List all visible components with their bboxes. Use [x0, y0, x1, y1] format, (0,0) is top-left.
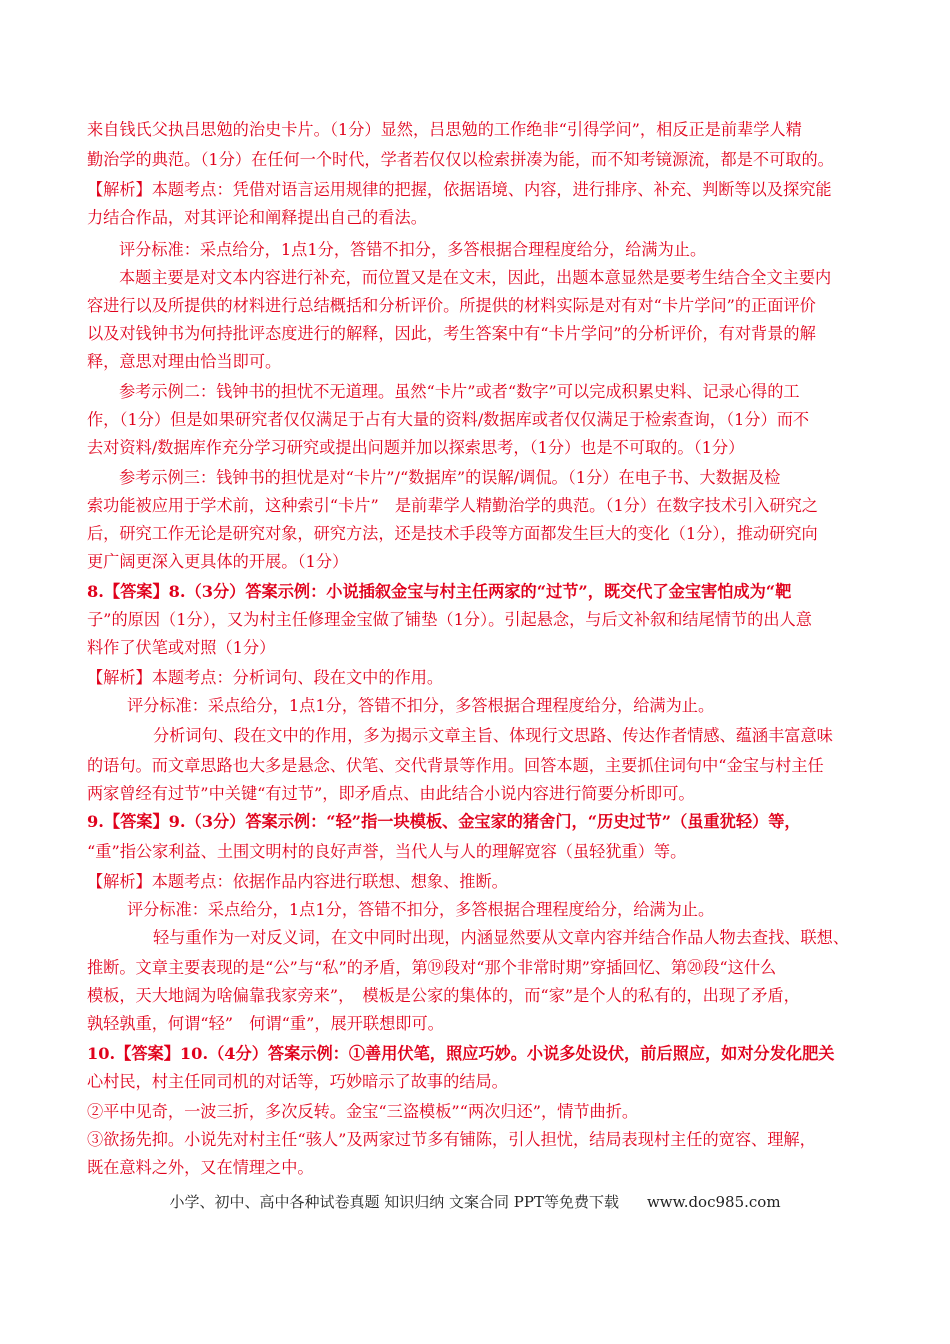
- answer-heading-9: 9.【答案】9.（3分）答案示例：“轻”指一块模板、金宝家的猪舍门，“历史过节”（虽重犹轻）等，: [87, 812, 801, 831]
- text-line: 【解析】本题考点：凭借对语言运用规律的把握，依据语境、内容，进行排序、补充、判断等以及探究能: [87, 180, 832, 199]
- text-line: 本题主要是对文本内容进行补充，而位置又是在文末，因此，出题本意显然是要考生结合全文主要内: [119, 268, 832, 287]
- text-line: 参考示例二：钱钟书的担忧不无道理。虽然“卡片”或者“数字”可以完成积累史料、记录心得的工: [119, 382, 800, 401]
- text-line: 评分标准：采点给分，1点1分，答错不扣分，多答根据合理程度给分，给满为止。: [127, 900, 715, 919]
- text-line: ②平中见奇，一波三折，多次反转。金宝“三盗模板”“两次归还”，情节曲折。: [87, 1102, 639, 1121]
- answer-heading-10: 10.【答案】10.（4分）答案示例：①善用伏笔，照应巧妙。小说多处设伏，前后照应，如对分发化肥关: [87, 1044, 835, 1063]
- page-footer: [0, 1192, 950, 1212]
- text-line: 来自钱氏父执吕思勉的治史卡片。（1分）显然，吕思勉的工作绝非“引得学问”，相反正是前辈学人精: [87, 120, 802, 139]
- text-line: 评分标准：采点给分，1点1分，答错不扣分，多答根据合理程度给分，给满为止。: [127, 696, 715, 715]
- text-line: 释，意思对理由恰当即可。: [87, 352, 282, 371]
- text-line: 更广阔更深入更具体的开展。（1分）: [87, 552, 349, 571]
- footer-url[interactable]: www.doc985.com: [646, 1193, 781, 1211]
- text-line: 心村民，村主任同司机的对话等，巧妙暗示了故事的结局。: [87, 1072, 508, 1091]
- text-line: 力结合作品，对其评论和阐释提出自己的看法。: [87, 208, 427, 227]
- text-line: 的语句。而文章思路也大多是悬念、伏笔、交代背景等作用。回答本题，主要抓住词句中“金宝与村主任: [87, 756, 824, 775]
- text-line: 既在意料之外，又在情理之中。: [87, 1158, 314, 1177]
- text-line: 推断。文章主要表现的是“公”与“私”的矛盾，第⑲段对“那个非常时期”穿插回忆、第⑳段“这什么: [87, 958, 777, 977]
- analysis-heading: 【解析】本题考点：分析词句、段在文中的作用。: [87, 668, 444, 687]
- text-line: 评分标准：采点给分，1点1分，答错不扣分，多答根据合理程度给分，给满为止。: [119, 240, 707, 259]
- text-line: ③欲扬先抑。小说先对村主任“骇人”及两家过节多有铺陈，引人担忧，结局表现村主任的宽容、理解，: [87, 1130, 816, 1149]
- analysis-heading: 【解析】本题考点：依据作品内容进行联想、想象、推断。: [87, 872, 508, 891]
- text-line: 子”的原因（1分），又为村主任修理金宝做了铺垫（1分）。引起悬念，与后文补叙和结尾情节的出人意: [87, 610, 812, 629]
- text-line: 轻与重作为一对反义词，在文中同时出现，内涵显然要从文章内容并结合作品人物去查找、联想、: [153, 928, 850, 947]
- text-line: 索功能被应用于学术前，这种索引“卡片” 是前辈学人精勤治学的典范。（1分）在数字技术引入研究之: [87, 496, 818, 515]
- text-line: 去对资料/数据库作充分学习研究或提出问题并加以探索思考，（1分）也是不可取的。（1分）: [87, 438, 745, 457]
- text-line: 模板，天大地阔为啥偏靠我家旁来”， 模板是公家的集体的，而“家”是个人的私有的，出现了矛盾，: [87, 986, 800, 1005]
- answer-heading-8: 8.【答案】8.（3分）答案示例：小说插叙金宝与村主任两家的“过节”，既交代了金宝害怕成为“靶: [87, 582, 792, 601]
- text-line: 料作了伏笔或对照（1分）: [87, 638, 276, 657]
- text-line: 参考示例三：钱钟书的担忧是对“卡片”/“数据库”的误解/调侃。（1分）在电子书、大数据及检: [119, 468, 781, 487]
- text-line: 两家曾经有过节”中关键“有过节”，即矛盾点、由此结合小说内容进行简要分析即可。: [87, 784, 695, 803]
- text-line: “重”指公家利益、土围文明村的良好声誉，当代人与人的理解宽容（虽轻犹重）等。: [87, 842, 687, 861]
- text-line: 孰轻孰重，何谓“轻” 何谓“重”，展开联想即可。: [87, 1014, 444, 1033]
- text-line: 后，研究工作无论是研究对象，研究方法，还是技术手段等方面都发生巨大的变化（1分），推动研究向: [87, 524, 818, 543]
- text-line: 以及对钱钟书为何持批评态度进行的解释，因此，考生答案中有“卡片学问”的分析评价，有对背景的解: [87, 324, 816, 343]
- text-line: 勤治学的典范。（1分）在任何一个时代，学者若仅仅以检索拼凑为能，而不知考镜源流，都是不可取的。: [87, 150, 834, 169]
- footer-text: 小学、初中、高中各种试卷真题 知识归纳 文案合同 PPT等免费下载: [169, 1193, 619, 1211]
- text-line: 作，（1分）但是如果研究者仅仅满足于占有大量的资料/数据库或者仅仅满足于检索查询，（1分）而不: [87, 410, 810, 429]
- text-line: 分析词句、段在文中的作用，多为揭示文章主旨、体现行文思路、传达作者情感、蕴涵丰富意味: [153, 726, 833, 745]
- text-line: 容进行以及所提供的材料进行总结概括和分析评价。所提供的材料实际是对有对“卡片学问”的正面评价: [87, 296, 816, 315]
